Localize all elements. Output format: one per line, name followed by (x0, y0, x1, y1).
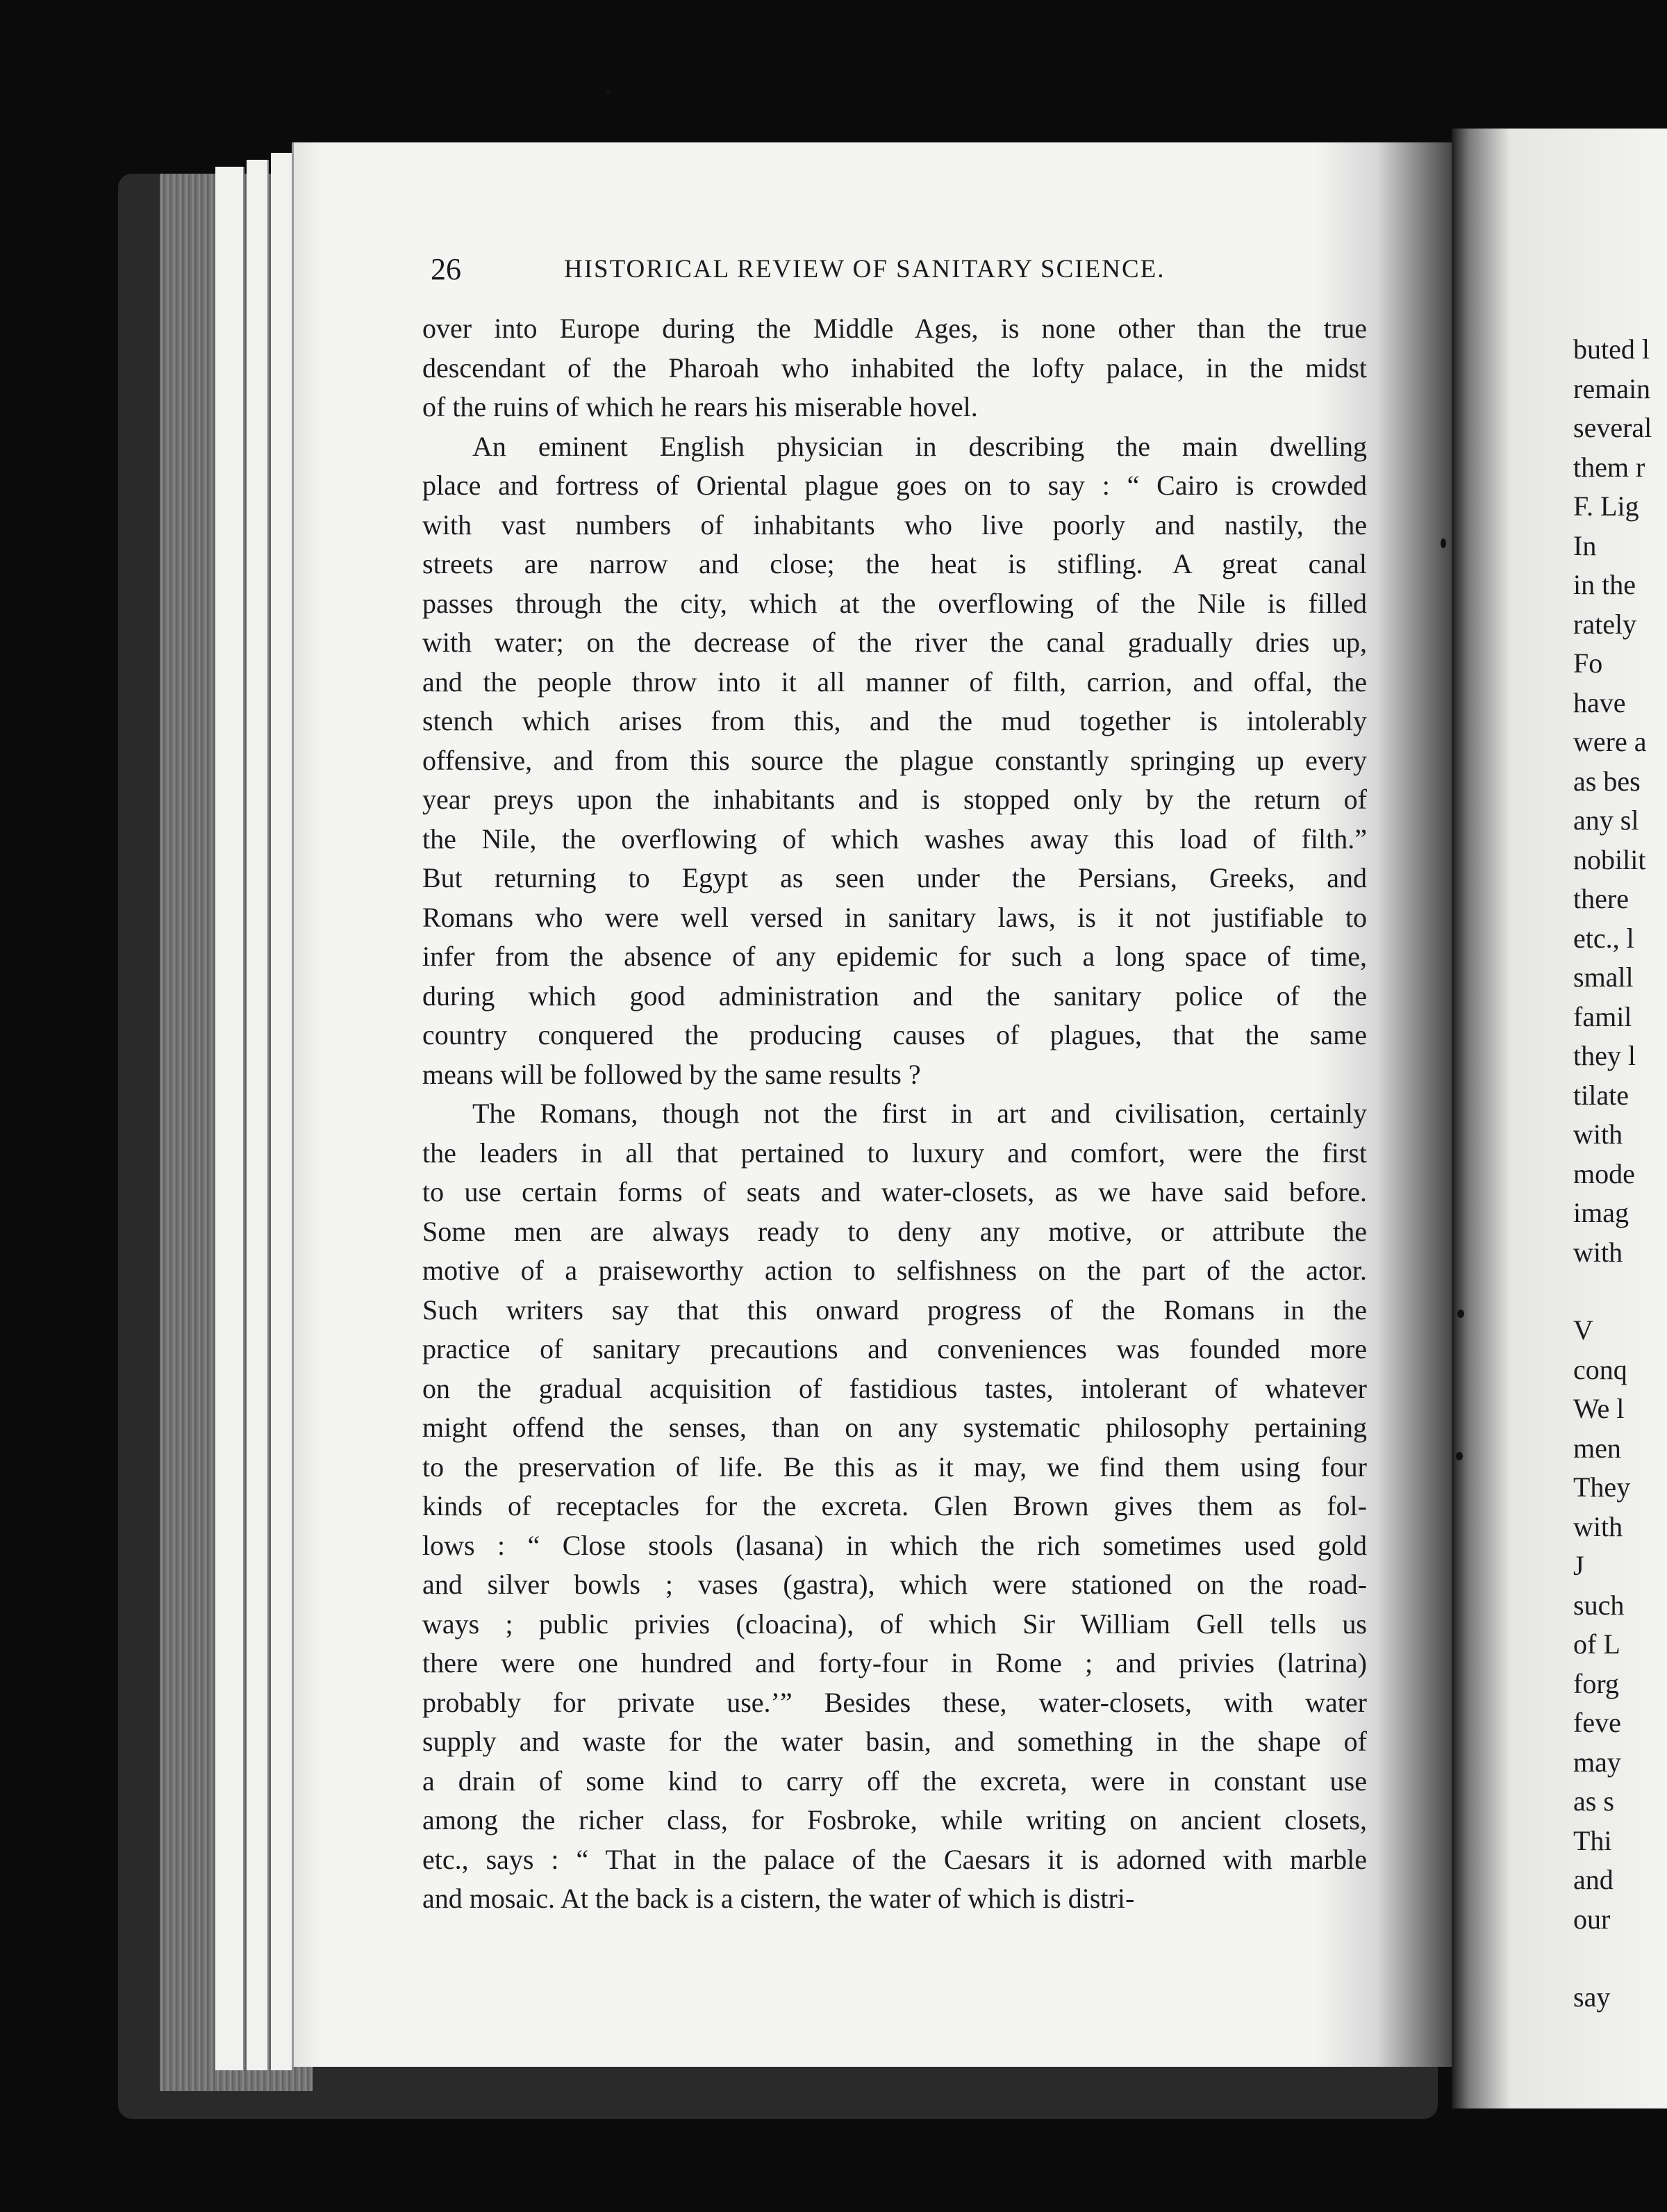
text-line: But returning to Egypt as seen under the Persians, Greeks, and (422, 862, 1367, 893)
text-line: the leaders in all that pertained to luxury and comfort, were the first (422, 1137, 1367, 1169)
text-line: means will be followed by the same results ? (422, 1058, 921, 1090)
text-line-fragment: rately (1573, 608, 1637, 640)
page-body-text (422, 309, 1367, 1919)
text-line-fragment: with (1573, 1510, 1623, 1542)
text-line-fragment: etc., l (1573, 922, 1634, 954)
text-line-fragment: mode (1573, 1157, 1635, 1189)
text-line: on the gradual acquisition of fastidious tastes, intolerant of whatever (422, 1372, 1367, 1404)
text-line-fragment: with (1573, 1119, 1623, 1150)
text-line: An eminent English physician in describing the main dwelling (472, 430, 1367, 462)
text-line: to use certain forms of seats and water-closets, as we have said before. (422, 1176, 1367, 1207)
text-line: lows : “ Close stools (lasana) in which the rich sometimes used gold (422, 1529, 1367, 1561)
page-leaf-edge (271, 153, 293, 2070)
text-line-fragment: have (1573, 686, 1626, 718)
text-line-fragment: imag (1573, 1197, 1629, 1228)
text-line: Romans who were well versed in sanitary laws, is it not justifiable to (422, 901, 1367, 933)
text-line: a drain of some kind to carry off the excreta, were in constant use (422, 1765, 1367, 1797)
text-line: stench which arises from this, and the mud together is intolerably (422, 705, 1367, 736)
text-line-fragment: They (1573, 1471, 1631, 1503)
text-line-fragment: may (1573, 1746, 1621, 1778)
text-line: passes through the city, which at the overflowing of the Nile is filled (422, 587, 1367, 619)
text-line-fragment: We l (1573, 1393, 1625, 1424)
text-line-fragment: V (1573, 1314, 1593, 1346)
text-line-fragment: there (1573, 883, 1629, 914)
text-line: year preys upon the inhabitants and is stopped only by the return of (422, 784, 1367, 815)
text-line-fragment: Thi (1573, 1824, 1612, 1856)
page-header (431, 251, 1361, 293)
text-line: offensive, and from this source the plague constantly springing up every (422, 744, 1367, 776)
text-line-fragment: with (1573, 1236, 1623, 1268)
text-line-fragment: nobilit (1573, 843, 1646, 875)
text-line-fragment: as s (1573, 1785, 1614, 1817)
text-line: place and fortress of Oriental plague goes on to say : “ Cairo is crowded (422, 470, 1367, 501)
text-line: the Nile, the overflowing of which washes away this load of filth.” (422, 823, 1367, 855)
text-line: Such writers say that this onward progress of the Romans in the (422, 1294, 1367, 1326)
text-line: among the richer class, for Fosbroke, while writing on ancient closets, (422, 1804, 1367, 1835)
text-line-fragment: several (1573, 412, 1652, 443)
text-line: to the preservation of life. Be this as it may, we find them using four (422, 1451, 1367, 1483)
text-line: and the people throw into it all manner of filth, carrion, and offal, the (422, 666, 1367, 698)
text-line: and mosaic. At the back is a cistern, the water of which is distri- (422, 1883, 1135, 1914)
text-line-fragment: our (1573, 1903, 1611, 1935)
text-line: supply and waste for the water basin, and something in the shape of (422, 1726, 1367, 1757)
text-line: Some men are always ready to deny any motive, or attribute the (422, 1215, 1367, 1247)
text-line-fragment: of L (1573, 1628, 1620, 1660)
page-leaf-edge (215, 167, 244, 2070)
text-line-fragment: they l (1573, 1040, 1636, 1071)
text-line-fragment: as bes (1573, 765, 1641, 797)
text-line-fragment: and (1573, 1864, 1614, 1895)
text-line: kinds of receptacles for the excreta. Glen Brown gives them as fol- (422, 1490, 1367, 1521)
text-line: streets are narrow and close; the heat is stifling. A great canal (422, 548, 1367, 579)
text-line: with water; on the decrease of the river the canal gradually dries up, (422, 627, 1367, 658)
text-line-fragment: them r (1573, 451, 1645, 483)
text-line: probably for private use.’” Besides these, water-closets, with water (422, 1686, 1367, 1718)
dust-speck (1456, 1452, 1463, 1460)
text-line-fragment: were a (1573, 726, 1647, 757)
text-line: with vast numbers of inhabitants who live poorly and nastily, the (422, 509, 1367, 540)
page-number: 26 (431, 252, 461, 286)
text-line: during which good administration and the sanitary police of the (422, 980, 1367, 1012)
text-line-fragment: In (1573, 529, 1597, 561)
text-line: practice of sanitary precautions and conveniences was founded more (422, 1333, 1367, 1364)
text-line-fragment: any sl (1573, 804, 1639, 836)
text-line-fragment: famil (1573, 1000, 1632, 1032)
text-line: infer from the absence of any epidemic for such a long space of time, (422, 941, 1367, 972)
text-line-fragment: such (1573, 1589, 1625, 1621)
text-line-fragment: F. Lig (1573, 490, 1639, 522)
dust-speck (1441, 538, 1446, 548)
text-line-fragment: tilate (1573, 1079, 1629, 1111)
text-line-fragment: Fo (1573, 647, 1603, 679)
dust-speck (1457, 1310, 1464, 1318)
text-line-fragment: feve (1573, 1707, 1621, 1738)
right-page-text (1573, 330, 1667, 2017)
page-leaf-edge (247, 160, 269, 2070)
text-line-fragment: remain (1573, 372, 1651, 404)
text-line-fragment: in the (1573, 569, 1636, 600)
text-line: of the ruins of which he rears his miserable hovel. (422, 391, 978, 422)
text-line: there were one hundred and forty-four in Rome ; and privies (latrina) (422, 1647, 1367, 1678)
running-title: HISTORICAL REVIEW OF SANITARY SCIENCE. (564, 255, 1166, 283)
text-line: descendant of the Pharoah who inhabited the lofty palace, in the midst (422, 352, 1367, 383)
text-line: ways ; public privies (cloacina), of which Sir William Gell tells us (422, 1608, 1367, 1640)
text-line: over into Europe during the Middle Ages, is none other than the true (422, 313, 1367, 344)
dust-speck (606, 89, 611, 94)
text-line: motive of a praiseworthy action to selfishness on the part of the actor. (422, 1255, 1367, 1286)
text-line: country conquered the producing causes of plagues, that the same (422, 1019, 1367, 1050)
text-line: and silver bowls ; vases (gastra), which were stationed on the road- (422, 1569, 1367, 1600)
text-line-fragment: men (1573, 1432, 1621, 1464)
text-line-fragment: say (1573, 1981, 1611, 2013)
text-line: The Romans, though not the first in art and civilisation, certainly (472, 1098, 1367, 1129)
text-line-fragment: forg (1573, 1667, 1619, 1699)
text-line-fragment: buted l (1573, 333, 1650, 365)
text-line-fragment: J (1573, 1550, 1584, 1581)
text-line-fragment: conq (1573, 1353, 1627, 1385)
text-line: etc., says : “ That in the palace of the Caesars it is adorned with marble (422, 1843, 1367, 1875)
text-line: might offend the senses, than on any systematic philosophy pertaining (422, 1412, 1367, 1443)
text-line-fragment: small (1573, 961, 1634, 993)
